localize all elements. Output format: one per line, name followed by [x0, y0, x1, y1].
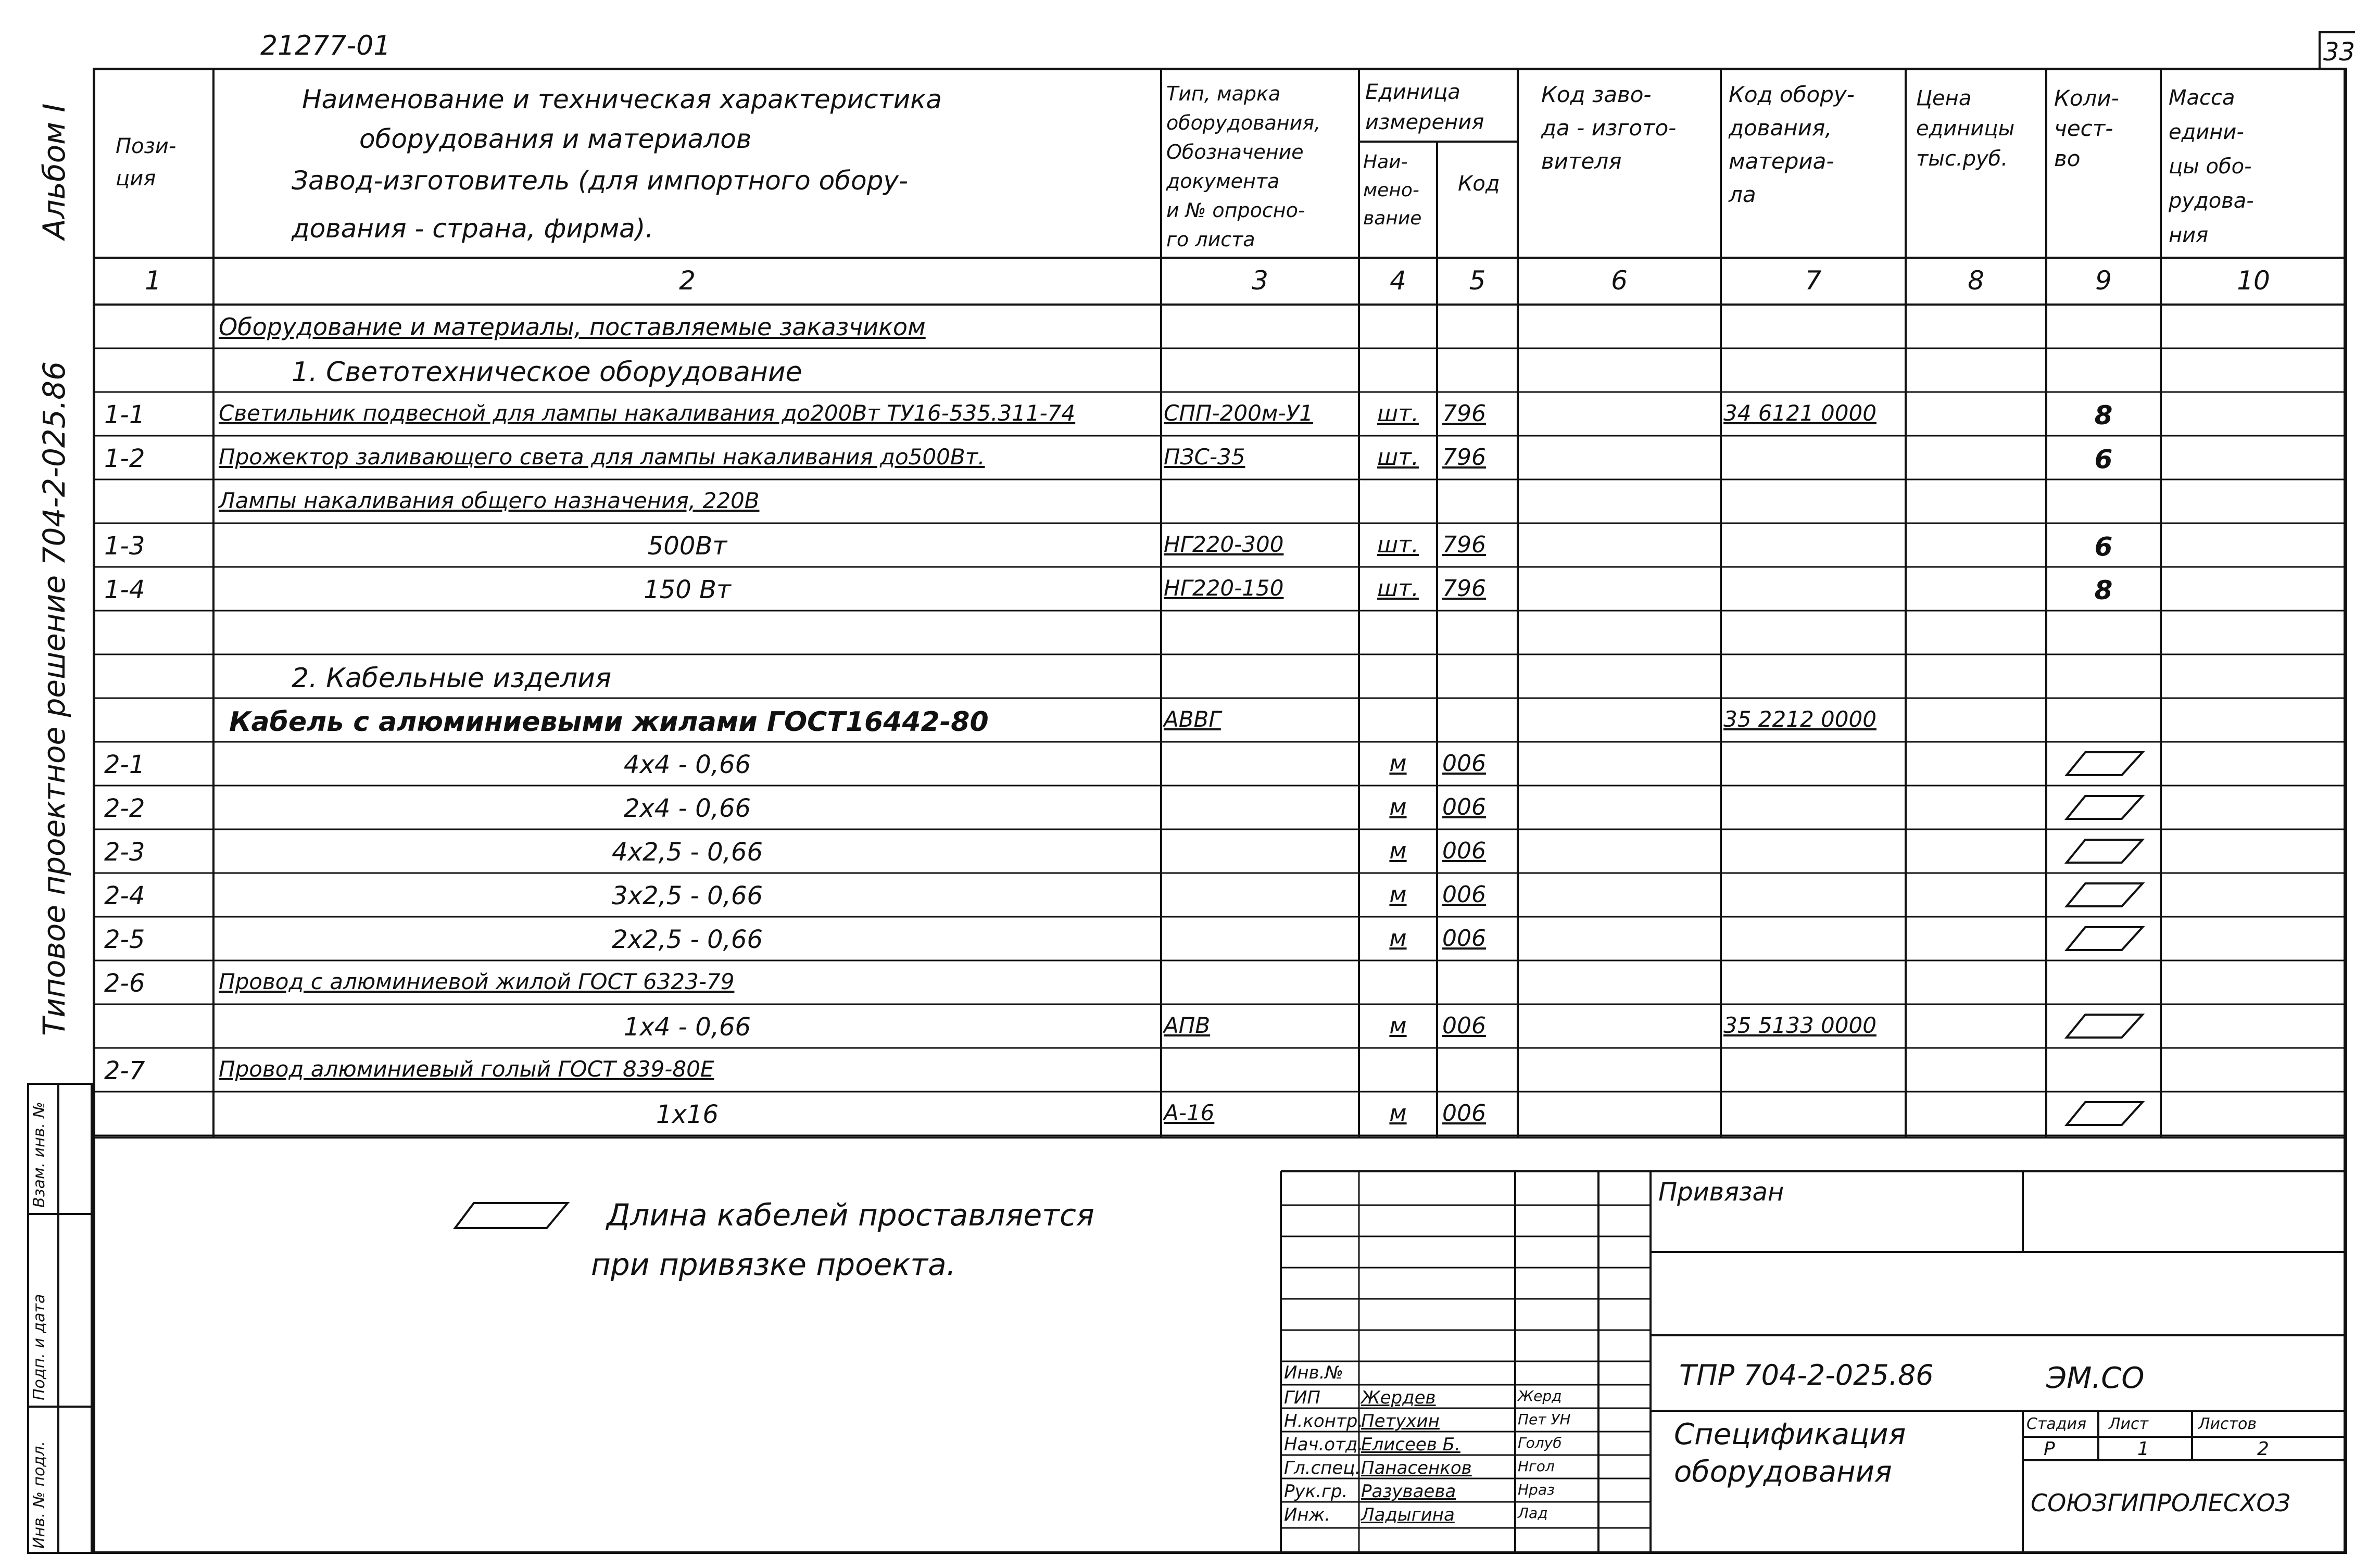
- row-pos: 2-6: [104, 969, 145, 998]
- column-number: 9: [2095, 265, 2112, 296]
- staff-name: Разуваева: [1361, 1481, 1456, 1502]
- row-name: Лампы накаливания общего назначения, 220В: [219, 488, 760, 513]
- row-name: Кабель с алюминиевыми жилами ГОСТ16442-80: [229, 706, 989, 738]
- header-name-3: Завод-изготовитель (для импортного обору-: [292, 166, 908, 196]
- row-code: 796: [1442, 532, 1486, 558]
- row-unit: шт.: [1377, 400, 1419, 427]
- staff-sig: Нраз: [1518, 1481, 1555, 1498]
- row-pos: 2-3: [104, 838, 145, 867]
- row-unit: шт.: [1377, 444, 1419, 471]
- row-unit: м: [1389, 881, 1407, 908]
- column-number: 3: [1252, 265, 1268, 296]
- page-number: 33: [2323, 37, 2355, 67]
- header-maker: Код заво- да - изгото- вителя: [1541, 82, 1677, 174]
- row-type: А-16: [1164, 1100, 1215, 1126]
- stamp-sheets-header: Листов: [2198, 1415, 2257, 1433]
- row-equip: 34 6121 0000: [1723, 400, 1877, 426]
- staff-sig: Голуб: [1518, 1434, 1562, 1451]
- note-line-2: при привязке проекта.: [591, 1247, 956, 1282]
- row-pos: 1-2: [104, 444, 145, 473]
- row-name: Провод с алюминиевой жилой ГОСТ 6323-79: [219, 969, 735, 994]
- staff-role: ГИП: [1284, 1387, 1320, 1408]
- row-pos: 1-1: [104, 400, 145, 429]
- row-code: 006: [1442, 838, 1486, 864]
- stamp-mark: ЭМ.СО: [2046, 1361, 2145, 1395]
- header-mass: Масса едини- цы обо- рудова- ния: [2169, 86, 2254, 247]
- row-unit: м: [1389, 794, 1407, 820]
- side-album: Альбом I: [36, 103, 72, 239]
- row-name: 1. Светотехническое оборудование: [292, 357, 802, 388]
- row-name: 3x2,5 - 0,66: [612, 881, 763, 911]
- row-name: Провод алюминиевый голый ГОСТ 839-80Е: [219, 1056, 714, 1082]
- row-code: 796: [1442, 575, 1486, 602]
- row-code: 006: [1442, 794, 1486, 820]
- header-name-4: дования - страна, фирма).: [292, 213, 654, 244]
- row-name: 1x16: [656, 1100, 719, 1129]
- column-number: 4: [1390, 265, 1406, 296]
- row-code: 006: [1442, 750, 1486, 777]
- column-number: 5: [1469, 265, 1486, 296]
- document-code: 21277-01: [260, 30, 391, 61]
- staff-name: Петухин: [1361, 1411, 1440, 1432]
- row-name: 2x4 - 0,66: [623, 794, 751, 823]
- row-unit: м: [1389, 750, 1407, 777]
- stamp-privyazan: Привязан: [1658, 1178, 1784, 1207]
- staff-sig: Пет УН: [1518, 1411, 1571, 1428]
- header-equip-code: Код обору- дования, материа- ла: [1729, 82, 1855, 207]
- header-position: Пози- ция: [116, 134, 177, 191]
- row-unit: шт.: [1377, 532, 1419, 558]
- stamp-inv: Инв.№: [1284, 1362, 1343, 1383]
- header-name-2: оборудования и материалов: [359, 124, 752, 154]
- row-unit: шт.: [1377, 575, 1419, 602]
- row-equip: 35 2212 0000: [1723, 706, 1877, 732]
- row-qty: 6: [2094, 444, 2113, 474]
- row-type: СПП-200м-У1: [1164, 400, 1313, 426]
- side-title: Типовое проектное решение 704-2-025.86: [36, 361, 72, 1036]
- row-name: 4x2,5 - 0,66: [612, 838, 763, 867]
- staff-role: Инж.: [1284, 1504, 1331, 1525]
- row-code: 796: [1442, 444, 1486, 471]
- staff-sig: Нгол: [1518, 1458, 1555, 1475]
- row-type: ПЗС-35: [1164, 444, 1245, 470]
- row-pos: 2-5: [104, 925, 145, 954]
- row-pos: 1-4: [104, 575, 145, 604]
- header-qty: Коли- чест- во: [2054, 85, 2119, 171]
- header-unit: Единица измерения: [1365, 80, 1484, 134]
- row-name: 1x4 - 0,66: [623, 1013, 751, 1042]
- row-name: Светильник подвесной для лампы накаливания до200Вт ТУ16-535.311-74: [219, 400, 1076, 426]
- row-pos: 2-1: [104, 750, 145, 779]
- row-unit: м: [1389, 925, 1407, 952]
- stamp-title: Спецификация оборудования: [1674, 1418, 1906, 1489]
- row-name: 150 Вт: [644, 575, 731, 604]
- row-pos: 2-7: [104, 1056, 145, 1085]
- row-unit: м: [1389, 838, 1407, 864]
- side-stamp-3: Инв. № подл.: [30, 1441, 48, 1549]
- staff-name: Жердев: [1361, 1387, 1436, 1408]
- column-number: 2: [679, 265, 696, 296]
- row-code: 006: [1442, 881, 1486, 908]
- side-stamp-1: Взам. инв. №: [30, 1102, 48, 1208]
- stamp-sheets: 2: [2257, 1438, 2269, 1460]
- staff-role: Рук.гр.: [1284, 1481, 1348, 1502]
- column-number: 10: [2237, 265, 2270, 296]
- row-pos: 2-2: [104, 794, 145, 823]
- row-type: АВВГ: [1164, 706, 1221, 732]
- note-line-1: Длина кабелей проставляется: [607, 1197, 1094, 1233]
- header-type: Тип, марка оборудования, Обозначение документа и № опросно- го листа: [1166, 82, 1321, 251]
- row-name: 2x2,5 - 0,66: [612, 925, 763, 954]
- header-unit-name: Наи- мено- вание: [1363, 151, 1422, 229]
- row-code: 006: [1442, 1100, 1486, 1127]
- stamp-code: ТПР 704-2-025.86: [1679, 1359, 1934, 1392]
- header-price: Цена единицы тыс.руб.: [1916, 86, 2015, 171]
- side-stamp-2: Подп. и дата: [30, 1294, 48, 1400]
- column-number: 7: [1805, 265, 1822, 296]
- row-qty: 8: [2094, 575, 2113, 605]
- staff-role: Нач.отд.: [1284, 1434, 1364, 1455]
- row-type: АПВ: [1164, 1013, 1211, 1038]
- staff-name: Панасенков: [1361, 1458, 1472, 1478]
- header-unit-code: Код: [1458, 172, 1500, 196]
- row-pos: 2-4: [104, 881, 145, 911]
- staff-role: Гл.спец.: [1284, 1458, 1361, 1478]
- header-name-1: Наименование и техническая характеристика: [302, 84, 942, 115]
- row-name: 2. Кабельные изделия: [292, 663, 612, 694]
- row-unit: м: [1389, 1013, 1407, 1039]
- row-unit: м: [1389, 1100, 1407, 1127]
- row-type: НГ220-300: [1164, 532, 1284, 557]
- row-code: 006: [1442, 925, 1486, 952]
- row-qty: 6: [2094, 532, 2113, 562]
- row-name: 500Вт: [647, 532, 727, 561]
- staff-sig: Жерд: [1518, 1387, 1562, 1405]
- row-equip: 35 5133 0000: [1723, 1013, 1877, 1038]
- staff-name: Ладыгина: [1361, 1504, 1455, 1525]
- stamp-organization: СОЮЗГИПРОЛЕСХОЗ: [2031, 1489, 2291, 1517]
- row-name: Оборудование и материалы, поставляемые заказчиком: [219, 313, 926, 341]
- staff-name: Елисеев Б.: [1361, 1434, 1460, 1455]
- row-code: 006: [1442, 1013, 1486, 1039]
- stamp-stage: Р: [2044, 1438, 2055, 1460]
- column-number: 8: [1968, 265, 1984, 296]
- staff-role: Н.контр.: [1284, 1411, 1364, 1432]
- row-code: 796: [1442, 400, 1486, 427]
- row-type: НГ220-150: [1164, 575, 1284, 601]
- staff-sig: Лад: [1518, 1504, 1548, 1522]
- stamp-stage-header: Стадия: [2026, 1415, 2087, 1433]
- row-qty: 8: [2094, 400, 2113, 431]
- row-pos: 1-3: [104, 532, 145, 561]
- stamp-sheet-header: Лист: [2109, 1415, 2149, 1433]
- column-number: 6: [1611, 265, 1628, 296]
- row-name: Прожектор заливающего света для лампы накаливания до500Вт.: [219, 444, 985, 470]
- column-number: 1: [145, 265, 161, 296]
- stamp-sheet: 1: [2137, 1438, 2149, 1460]
- row-name: 4x4 - 0,66: [623, 750, 751, 779]
